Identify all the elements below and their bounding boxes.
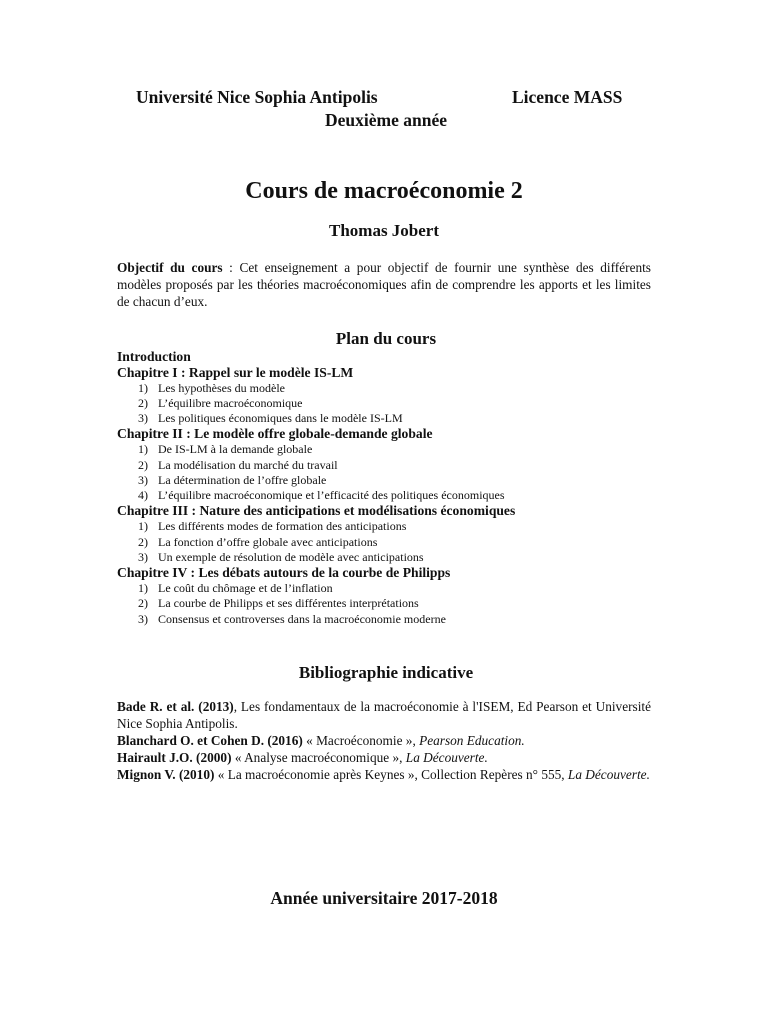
item-text: Les différents modes de formation des anticipations (158, 519, 407, 534)
item-text: Les hypothèses du modèle (158, 380, 285, 395)
outline-introduction: Introduction (117, 349, 191, 364)
bibliography-entry (117, 732, 651, 749)
item-text: Les politiques économiques dans le modèle IS-LM (158, 411, 403, 426)
bibliography-entry (117, 766, 651, 783)
entry-authors: Blanchard O. et Cohen D. (2016) (117, 733, 303, 748)
item-number: 1) (138, 519, 148, 534)
course-title: Cours de macroéconomie 2 (245, 178, 523, 204)
list-item (117, 596, 677, 611)
item-text: La modélisation du marché du travail (158, 457, 338, 472)
item-number: 2) (138, 534, 148, 549)
list-item (117, 442, 677, 457)
entry-publisher: Pearson Education. (419, 733, 525, 748)
entry-text: « Macroéconomie », (302, 733, 420, 748)
objective-text: : Cet enseignement a pour objectif de fournir une synthèse des différents modèles proposés par les théories macroéconomiques afin de comprendre les apports et les limites de chacun d’eux. (117, 260, 651, 309)
university-name: Université Nice Sophia Antipolis (136, 87, 378, 107)
bibliography-title: Bibliographie indicative (298, 663, 474, 682)
entry-publisher: La Découverte. (567, 767, 650, 782)
chapter-title: Chapitre I : Rappel sur le modèle IS-LM (117, 364, 354, 380)
item-text: Consensus et controverses dans la macroéconomie moderne (158, 611, 446, 626)
item-text: Un exemple de résolution de modèle avec anticipations (158, 549, 424, 564)
entry-text: « La macroéconomie après Keynes », Collection Repères n° 555, (214, 767, 568, 782)
entry-authors: Hairault J.O. (2000) (117, 750, 232, 765)
entry-authors: Bade R. et al. (2013) (117, 699, 234, 714)
bibliography-entry (117, 698, 651, 732)
list-item (117, 612, 677, 627)
item-number: 2) (138, 395, 148, 410)
entry-publisher: La Découverte. (405, 750, 488, 765)
chapter-title: Chapitre III : Nature des anticipations et modélisations économiques (117, 503, 516, 519)
entry-text: , Les fondamentaux de la macroéconomie à l'ISEM, Ed Pearson et Université Nice Sophia Antipolis. (117, 699, 651, 731)
item-number: 2) (138, 457, 148, 472)
list-item (117, 396, 677, 411)
item-number: 4) (138, 488, 148, 503)
entry-authors: Mignon V. (2010) (117, 767, 215, 782)
list-item (117, 519, 677, 534)
list-item (117, 381, 677, 396)
list-item (117, 473, 677, 488)
course-outline (117, 349, 677, 627)
item-text: La courbe de Philipps et ses différentes interprétations (158, 596, 419, 611)
chapter-title: Chapitre IV : Les débats autours de la courbe de Philipps (117, 565, 451, 581)
item-text: La détermination de l’offre globale (158, 472, 327, 487)
list-item (117, 535, 677, 550)
bibliography-list (117, 698, 651, 783)
list-item (117, 550, 677, 565)
list-item (117, 411, 677, 426)
item-number: 1) (138, 380, 148, 395)
program-name: Licence MASS (512, 87, 623, 107)
course-author: Thomas Jobert (328, 221, 440, 240)
list-item (117, 458, 677, 473)
academic-year: Année universitaire 2017-2018 (270, 888, 498, 908)
chapter-title: Chapitre II : Le modèle offre globale-demande globale (117, 426, 433, 442)
bibliography-entry (117, 749, 651, 766)
item-text: L’équilibre macroéconomique et l’efficacité des politiques économiques (158, 488, 505, 503)
item-text: De IS-LM à la demande globale (158, 442, 313, 457)
objective-label: Objectif du cours (117, 260, 223, 275)
item-text: Le coût du chômage et de l’inflation (158, 580, 333, 595)
study-year: Deuxième année (325, 110, 447, 130)
item-number: 1) (138, 442, 148, 457)
item-number: 3) (138, 411, 148, 426)
item-number: 1) (138, 580, 148, 595)
item-number: 3) (138, 472, 148, 487)
item-number: 3) (138, 549, 148, 564)
list-item (117, 488, 677, 503)
plan-title: Plan du cours (335, 329, 437, 348)
item-number: 3) (138, 611, 148, 626)
list-item (117, 581, 677, 596)
item-number: 2) (138, 596, 148, 611)
item-text: La fonction d’offre globale avec anticipations (158, 534, 378, 549)
item-text: L’équilibre macroéconomique (158, 395, 303, 410)
course-objective (117, 259, 651, 310)
entry-text: « Analyse macroéconomique », (231, 750, 406, 765)
